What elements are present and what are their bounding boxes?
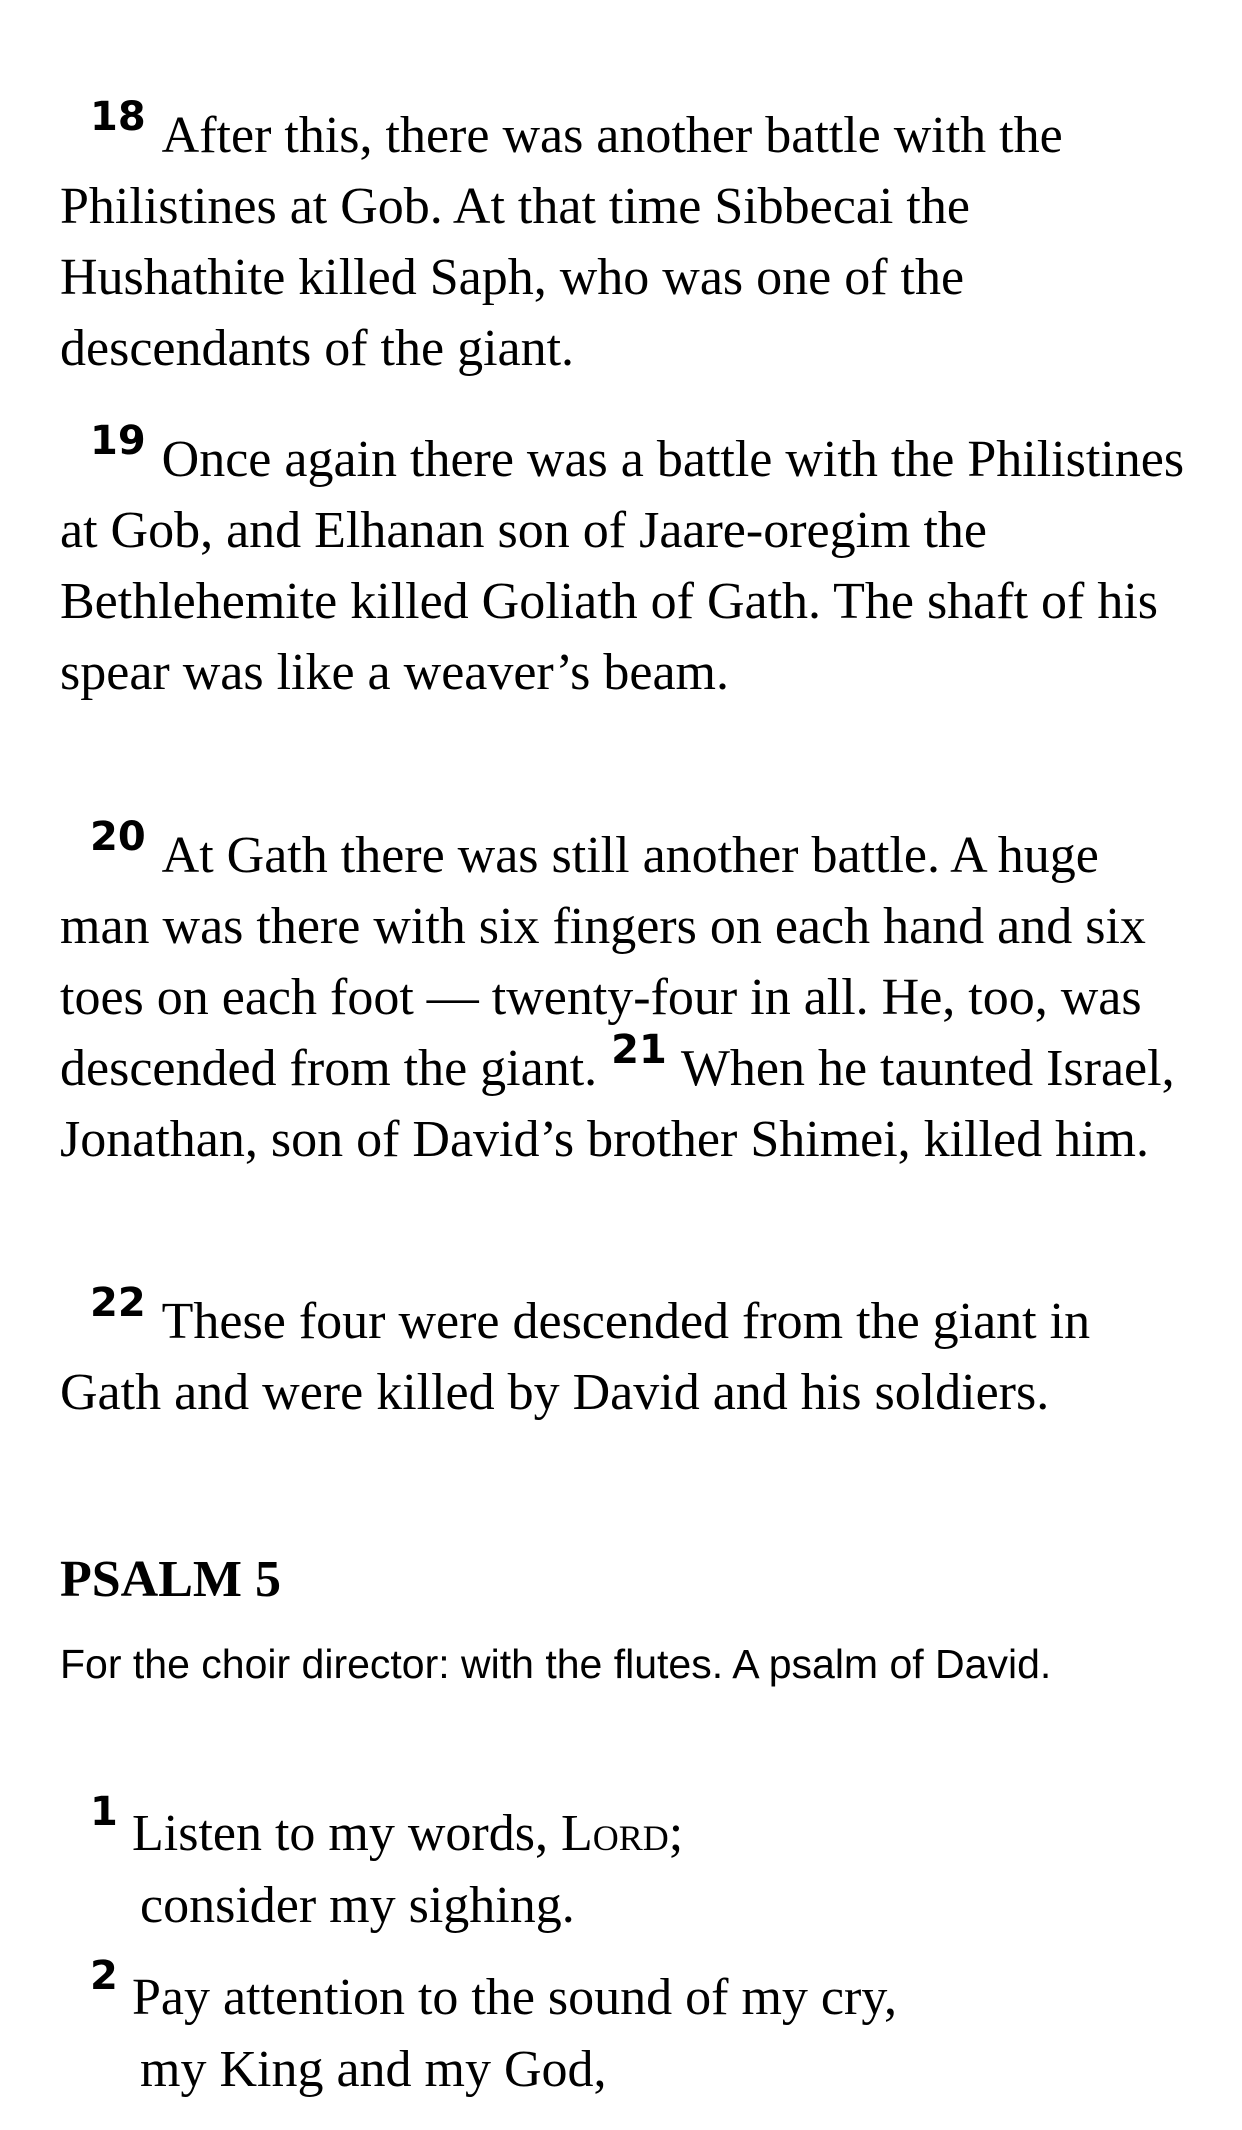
psalm-superscription: For the choir director: with the flutes. A psalm of David. (60, 1641, 1052, 1687)
verse-19-text: Once again there was a battle with the Philistines at Gob, and Elhanan son of Jaare-oregim the Bethlehemite killed Goliath of Gath. The shaft of his spear was like a weaver’s beam. (60, 431, 1185, 701)
verse-22-paragraph: 22 These four were descended from the giant in Gath and were killed by David and his soldiers. (60, 1280, 1091, 1421)
verse-20-text: At Gath there was still another battle. A huge man was there with six fingers on each hand and six toes on each foot — twenty-four in all. He, too, was descended from the giant. (60, 827, 1146, 1097)
psalm-verse-2-line-1: Pay attention to the sound of my cry, (132, 1969, 897, 2026)
psalm-verse-1-line-1 (60, 1798, 1190, 1870)
verse-number-21: 21 (611, 1027, 667, 1073)
psalm-verse-1-line-1-punct: ; (668, 1805, 684, 1862)
psalm-verse-1-line-1-text: Listen to my words, (132, 1805, 561, 1862)
psalm-verse-number-1: 1 (90, 1789, 118, 1835)
psalm-heading: PSALM 5 (60, 1551, 281, 1608)
verse-21-text: When he taunted Israel, Jonathan, son of David’s brother Shimei, killed him. (60, 1040, 1175, 1168)
psalm-verse-2-line-2: my King and my God, (140, 2041, 607, 2098)
verse-18-paragraph: 18 After this, there was another battle with the Philistines at Gob. At that time Sibbecai the Hushathite killed Saph, who was one of the descendants of the giant. (60, 94, 1063, 377)
psalm-verse-2 (60, 1953, 1190, 2106)
verse-19-paragraph: 19 Once again there was a battle with the Philistines at Gob, and Elhanan son of Jaare-oregim the Bethlehemite killed Goliath of Gath. The shaft of his spear was like a weaver’s beam. (60, 418, 1185, 701)
verse-18-text: After this, there was another battle with the Philistines at Gob. At that time Sibbecai the Hushathite killed Saph, who was one of the descendants of the giant. (60, 107, 1063, 377)
psalm-verse-number-2: 2 (90, 1953, 118, 1999)
psalm-verse-1 (60, 1789, 1190, 1942)
psalm-verse-1-line-2: consider my sighing. (140, 1877, 575, 1934)
divine-name-lord: Lord (560, 1805, 669, 1862)
verse-22-text: These four were descended from the giant in Gath and were killed by David and his soldiers. (60, 1293, 1091, 1421)
verse-20-21-paragraph: 20 At Gath there was still another battle. A huge man was there with six fingers on each hand and six toes on each foot — twenty-four in all. He, too, was descended from the giant. $^{21}$ When he taunted Israel, Jonathan, son of David’s brother Shimei, killed him. (60, 814, 1175, 1168)
